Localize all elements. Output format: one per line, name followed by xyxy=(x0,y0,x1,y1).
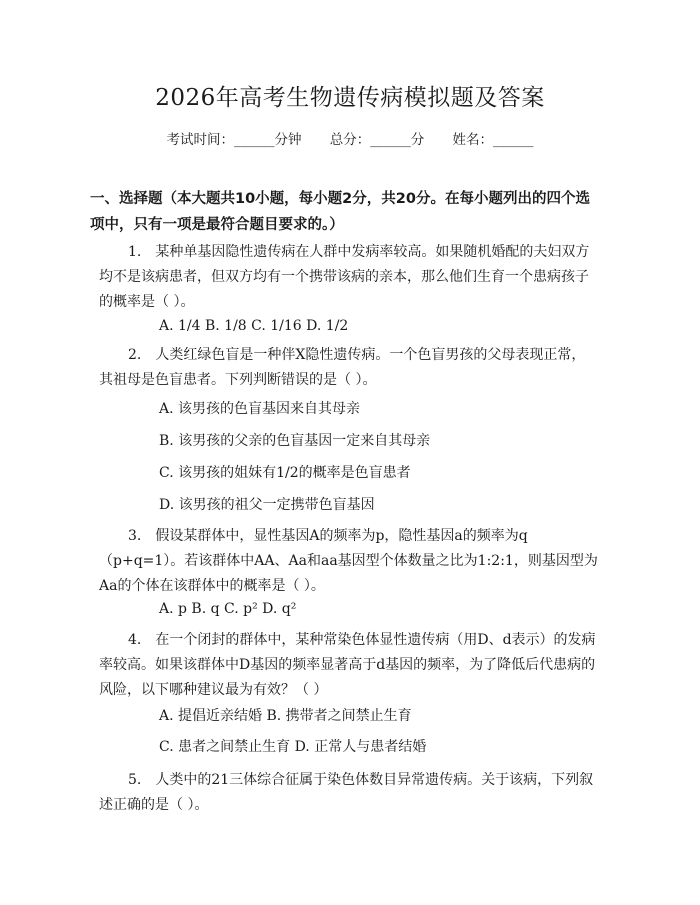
question-2: 2. 人类红绿色盲是一种伴X隐性遗传病。一个色盲男孩的父母表现正常，其祖母是色盲患者。下列判断错误的是（ ）。 xyxy=(99,347,586,388)
question-4-options-cd: C. 患者之间禁止生育 D. 正常人与患者结婚 xyxy=(159,739,427,755)
question-2-option-b: B. 该男孩的父亲的色盲基因一定来自其母亲 xyxy=(159,433,431,449)
student-name-field: 姓名：______ xyxy=(452,132,534,148)
exam-meta xyxy=(0,128,700,152)
section-heading: 一、选择题（本大题共10小题，每小题2分，共20分。在每小题列出的四个选项中，只有一项是最符合题目要求的。） xyxy=(90,191,590,233)
exam-time-field: 考试时间：______分钟 xyxy=(166,132,302,148)
question-5: 5. 人类中的21三体综合征属于染色体数目异常遗传病。关于该病，下列叙述正确的是（ ）。 xyxy=(99,772,594,813)
page-title: 2026年高考生物遗传病模拟题及答案 xyxy=(155,85,545,111)
question-1: 1. 某种单基因隐性遗传病在人群中发病率较高。如果随机婚配的夫妇双方均不是该病患者，但双方均有一个携带该病的亲本，那么他们生育一个患病孩子的概率是（ ）。 xyxy=(99,244,590,310)
question-2-option-a: A. 该男孩的色盲基因来自其母亲 xyxy=(159,401,361,417)
question-2-option-c: C. 该男孩的姐妹有1/2的概率是色盲患者 xyxy=(159,465,411,481)
question-4-options-ab: A. 提倡近亲结婚 B. 携带者之间禁止生育 xyxy=(159,708,412,724)
question-2-option-d: D. 该男孩的祖父一定携带色盲基因 xyxy=(159,497,375,513)
question-3: 3. 假设某群体中，显性基因A的频率为p，隐性基因a的频率为q（p+q=1）。若该群体中AA、Aa和aa基因型个体数量之比为1:2:1，则基因型为Aa的个体在该群体中的概率是（ ）。 xyxy=(99,528,598,594)
total-score-field: 总分：______分 xyxy=(329,132,425,148)
question-3-options: A. p B. q C. p² D. q² xyxy=(159,601,297,617)
question-1-options: A. 1/4 B. 1/8 C. 1/16 D. 1/2 xyxy=(159,318,349,334)
question-4: 4. 在一个闭封的群体中，某种常染色体显性遗传病（用D、d表示）的发病率较高。如果该群体中D基因的频率显著高于d基因的频率，为了降低后代患病的风险，以下哪种建议最为有效？（ ） xyxy=(99,632,596,698)
